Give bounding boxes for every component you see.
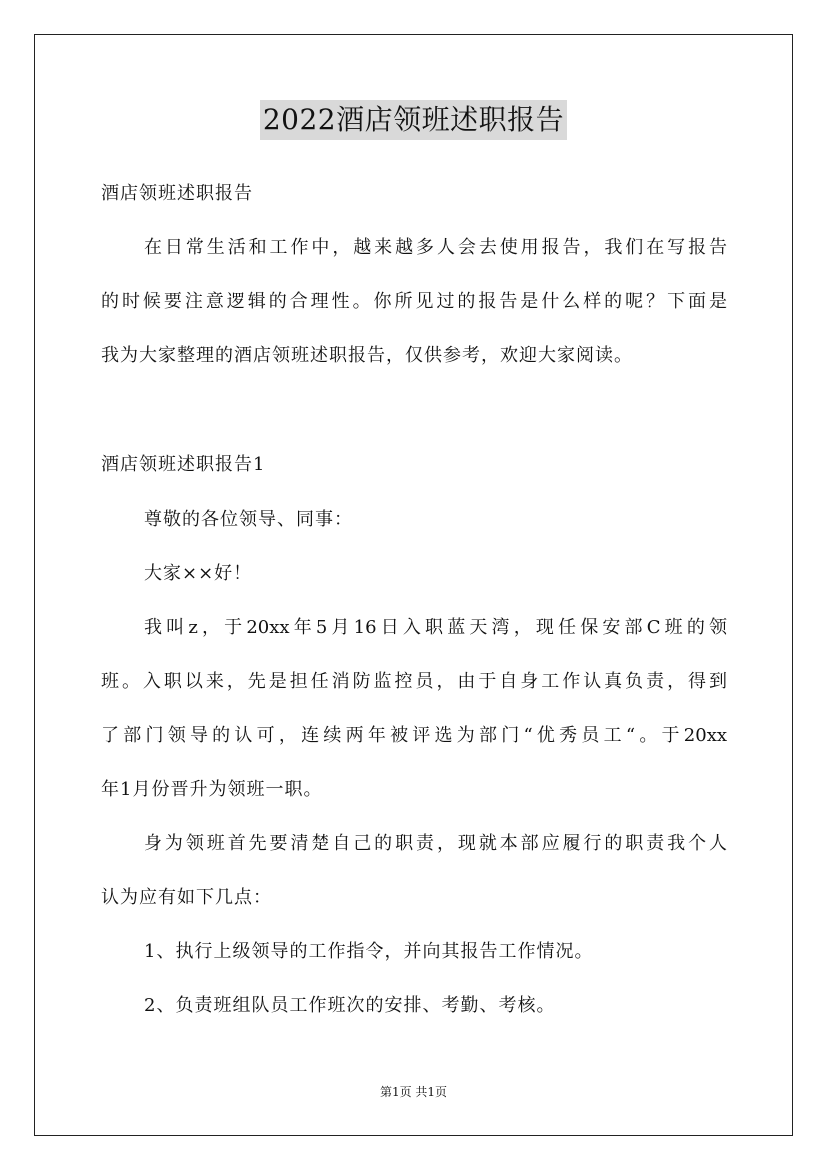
para1-line-3: 了部门领导的认可，连续两年被评选为部门“优秀员工“。于20xx (101, 725, 727, 746)
document-title: 2022酒店领班述职报告 (260, 100, 567, 140)
para1-line-2: 班。入职以来，先是担任消防监控员，由于自身工作认真负责，得到 (101, 671, 727, 692)
para1-line-4: 年1月份晋升为领班一职。 (101, 779, 323, 800)
para1-line-1: 我叫z，于20xx年5月16日入职蓝天湾，现任保安部C班的领 (144, 617, 727, 638)
document-subtitle: 酒店领班述职报告 (101, 183, 253, 204)
page-footer: 第1页 共1页 (379, 1085, 448, 1099)
para2-line-2: 认为应有如下几点： (101, 887, 272, 908)
intro-line-3: 我为大家整理的酒店领班述职报告，仅供参考，欢迎大家阅读。 (101, 345, 633, 366)
title-container (0, 100, 827, 140)
para2-line-1: 身为领班首先要清楚自己的职责，现就本部应履行的职责我个人 (144, 833, 727, 854)
greeting-line: 尊敬的各位领导、同事： (144, 509, 353, 530)
list-item-2: 2、负责班组队员工作班次的安排、考勤、考核。 (144, 995, 556, 1016)
salutation-line: 大家××好！ (144, 563, 253, 584)
intro-line-2: 的时候要注意逻辑的合理性。你所见过的报告是什么样的呢？下面是 (101, 291, 727, 312)
intro-line-1: 在日常生活和工作中，越来越多人会去使用报告，我们在写报告 (144, 237, 727, 258)
section-heading: 酒店领班述职报告1 (101, 454, 266, 475)
list-item-1: 1、执行上级领导的工作指令，并向其报告工作情况。 (144, 941, 594, 962)
